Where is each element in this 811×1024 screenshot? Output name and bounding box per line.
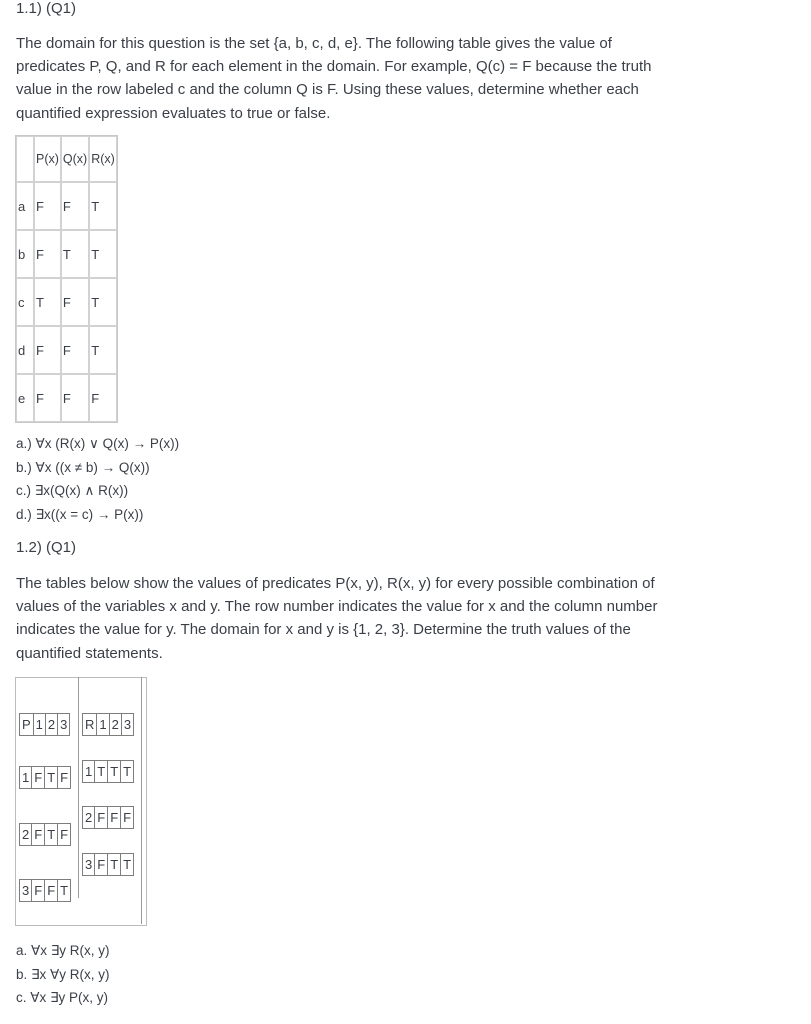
description-line: The tables below show the values of predicates P(x, y), R(x, y) for every possible combination of — [16, 575, 655, 592]
table-cell: F — [61, 182, 89, 230]
question-1-1-heading: 1.1) (Q1) — [16, 0, 77, 17]
table-cell: F — [34, 230, 61, 278]
row-label: 1 — [83, 761, 95, 783]
statement-a: a. ∀x ∃y R(x, y) — [16, 943, 110, 958]
table-r-col: 2 — [109, 714, 121, 736]
table-p-label: P — [20, 714, 34, 736]
table-cell: T — [34, 278, 61, 326]
expression-c: c.) ∃x(Q(x) ∧ R(x)) — [16, 483, 129, 499]
table-cell: F — [34, 374, 61, 422]
cell: F — [32, 824, 45, 846]
table-cell: F — [61, 374, 89, 422]
description-line: quantified expression evaluates to true or false. — [16, 104, 331, 122]
description-line: indicates the value for y. The domain for x and y is {1, 2, 3}. Determine the truth values of the — [16, 621, 631, 639]
table-p-row-1 — [19, 766, 71, 789]
table-p-row-3 — [19, 879, 71, 902]
description-line: quantified statements. — [16, 644, 163, 662]
row-label: 3 — [20, 880, 32, 902]
table-p-col: 2 — [45, 714, 57, 736]
table-r-row-2 — [82, 806, 134, 829]
cell: T — [45, 824, 58, 846]
row-label: a — [16, 182, 34, 230]
expression-b: b.) ∀x ((x ≠ b) → Q(x)) — [16, 459, 150, 475]
table-r-col: 1 — [97, 714, 109, 736]
header-p: P(x) — [34, 136, 61, 182]
predicate-table — [15, 135, 118, 423]
corner-cell — [16, 136, 34, 182]
question-1-1-description — [16, 32, 651, 125]
cell: F — [32, 767, 45, 789]
description-line: predicates P, Q, and R for each element in the domain. For example, Q(c) = F because the truth — [16, 58, 652, 76]
table-p-header-row — [20, 714, 70, 736]
table-r-header — [82, 713, 134, 736]
table-r-label: R — [83, 714, 97, 736]
table-p-header — [19, 713, 70, 736]
question-1-2-heading: 1.2) (Q1) — [16, 539, 77, 556]
row-label: e — [16, 374, 34, 422]
row-label: 1 — [20, 767, 32, 789]
table-cell: F — [61, 326, 89, 374]
table-cell: F — [89, 374, 117, 422]
column-divider — [141, 677, 142, 924]
cell: F — [32, 880, 45, 902]
column-divider — [78, 677, 79, 898]
table-cell: T — [89, 182, 117, 230]
table-cell: T — [89, 278, 117, 326]
table-row — [16, 374, 117, 422]
row-label: c — [16, 278, 34, 326]
table-row — [16, 326, 117, 374]
expression-a: a.) ∀x (R(x) ∨ Q(x) → P(x)) — [16, 436, 180, 451]
table-header-row — [16, 136, 117, 182]
table-cell: T — [61, 230, 89, 278]
table-p-col: 1 — [33, 714, 45, 736]
question-1-2-statements — [16, 939, 110, 1010]
cell: T — [95, 761, 108, 783]
table-r-col: 3 — [121, 714, 133, 736]
statement-b: b. ∃x ∀y R(x, y) — [16, 966, 110, 982]
row-label: d — [16, 326, 34, 374]
cell: F — [108, 807, 121, 829]
cell: T — [121, 854, 134, 876]
table-cell: F — [34, 182, 61, 230]
description-line: value in the row labeled c and the column Q is F. Using these values, determine whether each — [16, 81, 639, 99]
table-row — [16, 182, 117, 230]
table-r-row-3 — [82, 853, 134, 876]
row-label: 2 — [20, 824, 32, 846]
table-p-row-2 — [19, 823, 71, 846]
row-label: 2 — [83, 807, 95, 829]
cell: F — [58, 824, 71, 846]
expression-d: d.) ∃x((x = c) → P(x)) — [16, 506, 144, 522]
cell: T — [45, 767, 58, 789]
cell: T — [58, 880, 71, 902]
cell: F — [95, 807, 108, 829]
row-label: 3 — [83, 854, 95, 876]
table-cell: F — [61, 278, 89, 326]
table-r-header-row — [83, 714, 134, 736]
table-p-col: 3 — [58, 714, 70, 736]
description-line: values of the variables x and y. The row number indicates the value for x and the column number — [16, 598, 658, 616]
table-cell: T — [89, 326, 117, 374]
cell: F — [58, 767, 71, 789]
header-q: Q(x) — [61, 136, 89, 182]
question-1-2-description — [16, 572, 657, 665]
table-row — [16, 278, 117, 326]
cell: T — [121, 761, 134, 783]
table-row — [16, 230, 117, 278]
cell: T — [108, 854, 121, 876]
cell: T — [108, 761, 121, 783]
table-cell: T — [89, 230, 117, 278]
description-line: The domain for this question is the set {a, b, c, d, e}. The following table gives the value of — [16, 35, 612, 52]
statement-c: c. ∀x ∃y P(x, y) — [16, 990, 109, 1006]
row-label: b — [16, 230, 34, 278]
cell: F — [121, 807, 134, 829]
cell: F — [95, 854, 108, 876]
header-r: R(x) — [89, 136, 117, 182]
cell: F — [45, 880, 58, 902]
table-cell: F — [34, 326, 61, 374]
question-1-1-expressions — [16, 432, 179, 526]
table-r-row-1 — [82, 760, 134, 783]
